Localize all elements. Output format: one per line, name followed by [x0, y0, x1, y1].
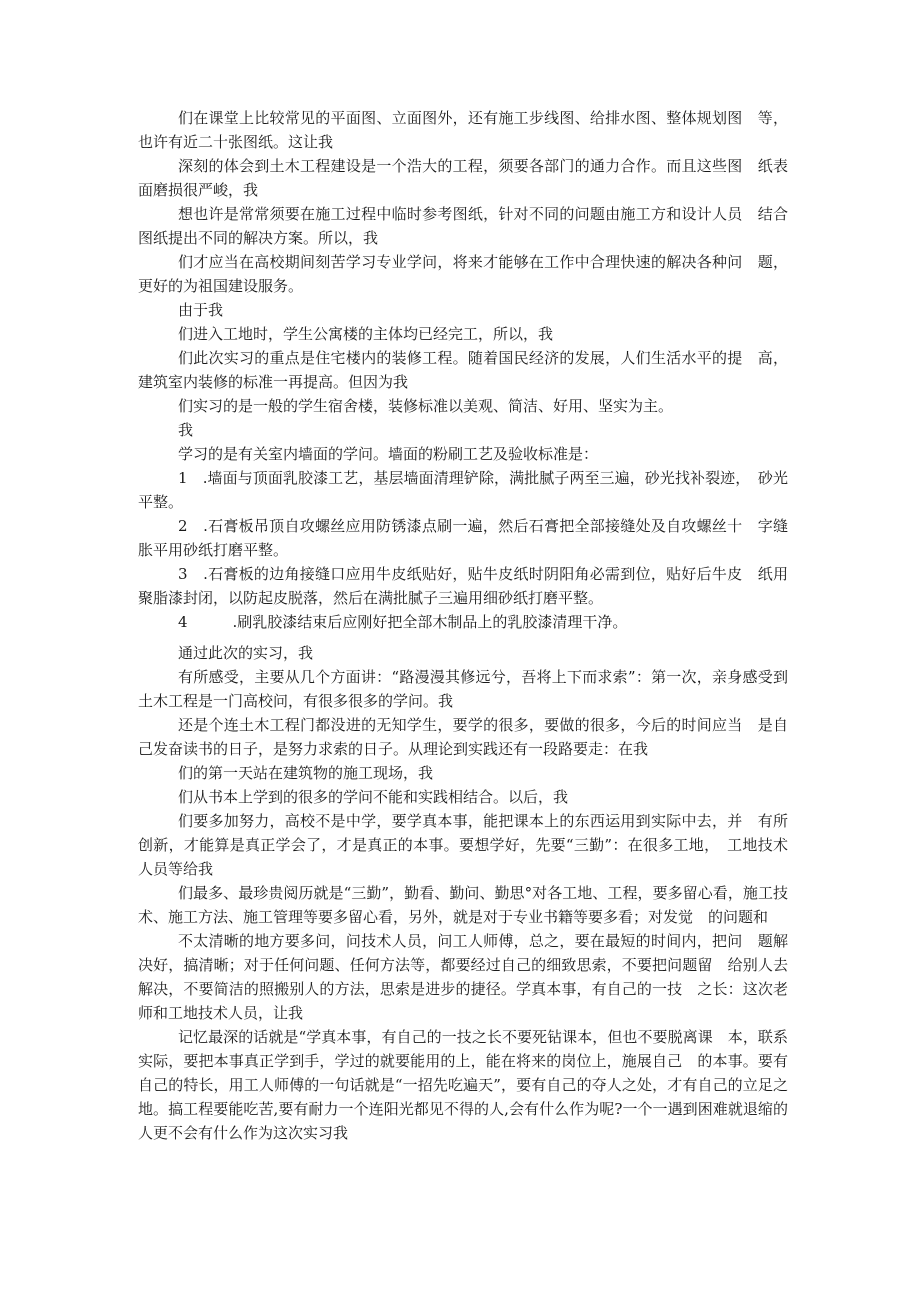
paragraph: 们要多加努力，高校不是中学，要学真本事，能把课本上的东西运用到实际中去，并 有所创新，才能算是真正学会了，才是真正的本事。要想学好，先要“三勤”：在很多工地， 工地技术人员等给我	[138, 812, 788, 878]
numbered-item-3: 3 .石膏板的边角接缝口应用牛皮纸贴好，贴牛皮纸时阴阳角必需到位，贴好后牛皮 纸用聚脂漆封闭，以防起皮脱落，然后在满批腻子三遍用细砂纸打磨平整。	[138, 565, 788, 607]
paragraph: 想也许是常常须要在施工过程中临时参考图纸，针对不同的问题由施工方和设计人员 结合图纸提出不同的解决方案。所以，我	[138, 205, 788, 247]
paragraph: 记忆最深的话就是“学真本事，有自己的一技之长不要死钻课本，但也不要脱离课 本，联系实际，要把本事真正学到手，学过的就要能用的上，能在将来的岗位上，施展自己 的本事。要有自己的特长，用工人师傅的一句话就是“一招先吃遍天”，要有自己的夺人之处，才有自己的立足之地。搞工程要能吃苦,要有耐力一个连阳光都见不得的人,会有什么作为呢?一个一遇到困难就退缩的人更不会有什么作为这次实习我	[138, 1028, 788, 1142]
paragraph: 深刻的体会到土木工程建设是一个浩大的工程，须要各部门的通力合作。而且这些图 纸表面磨损很严峻，我	[138, 157, 788, 199]
paragraph: 们在课堂上比较常见的平面图、立面图外，还有施工步线图、给排水图、整体规划图 等，也许有近二十张图纸。这让我	[138, 109, 788, 151]
paragraph: 学习的是有关室内墙面的学问。墙面的粉刷工艺及验收标准是：	[178, 445, 599, 463]
paragraph: 们实习的是一般的学生宿舍楼，装修标准以美观、简洁、好用、坚实为主。	[178, 397, 674, 415]
paragraph: 们最多、最珍贵阅历就是“三勤”，勤看、勤问、勤思°对各工地、工程，要多留心看，施工技术、施工方法、施工管理等要多留心看，另外，就是对于专业书籍等要多看；对发觉 的问题和	[138, 884, 788, 926]
paragraph: 们从书本上学到的很多的学问不能和实践相结合。以后，我	[178, 788, 569, 806]
paragraph: 由于我	[178, 301, 224, 319]
numbered-item-4: 4 .刷乳胶漆结束后应刚好把全部木制品上的乳胶漆清理干净。	[178, 613, 628, 631]
numbered-item-1: 1 .墙面与顶面乳胶漆工艺，基层墙面清理铲除，满批腻子两至三遍，砂光找补裂迹， 砂光平整。	[138, 469, 788, 511]
paragraph: 通过此次的实习，我	[178, 644, 314, 662]
paragraph: 我	[178, 421, 194, 439]
document-body	[138, 106, 788, 1145]
paragraph: 不太清晰的地方要多问，问技术人员，问工人师傅，总之，要在最短的时间内，把问 题解决好，搞清晰；对于任何问题、任何方法等，都要经过自己的细致思索，不要把问题留 给别人去解决，不要简洁的照搬别人的方法，思索是进步的捷径。学真本事，有自己的一技 之长：这次老师和工地技术人员，让我	[138, 932, 788, 1022]
paragraph: 们才应当在高校期间刻苦学习专业学问，将来才能够在工作中合理快速的解决各种问 题，更好的为祖国建设服务。	[138, 253, 788, 295]
paragraph: 们的第一天站在建筑物的施工现场，我	[178, 764, 434, 782]
paragraph: 们进入工地时，学生公寓楼的主体均已经完工，所以，我	[178, 325, 554, 343]
paragraph: 们此次实习的重点是住宅楼内的装修工程。随着国民经济的发展，人们生活水平的提 高，建筑室内装修的标准一再提高。但因为我	[138, 349, 788, 391]
paragraph: 有所感受，主要从几个方面讲：“路漫漫其修远兮，吾将上下而求索”：第一次，亲身感受到土木工程是一门高校问，有很多很多的学问。我	[138, 668, 788, 710]
numbered-item-2: 2 .石膏板吊顶自攻螺丝应用防锈漆点刷一遍，然后石膏把全部接缝处及自攻螺丝十 字缝胀平用砂纸打磨平整。	[138, 517, 788, 559]
paragraph: 还是个连土木工程门都没进的无知学生，要学的很多，要做的很多，今后的时间应当 是自己发奋读书的日子，是努力求索的日子。从理论到实践还有一段路要走：在我	[138, 716, 788, 758]
